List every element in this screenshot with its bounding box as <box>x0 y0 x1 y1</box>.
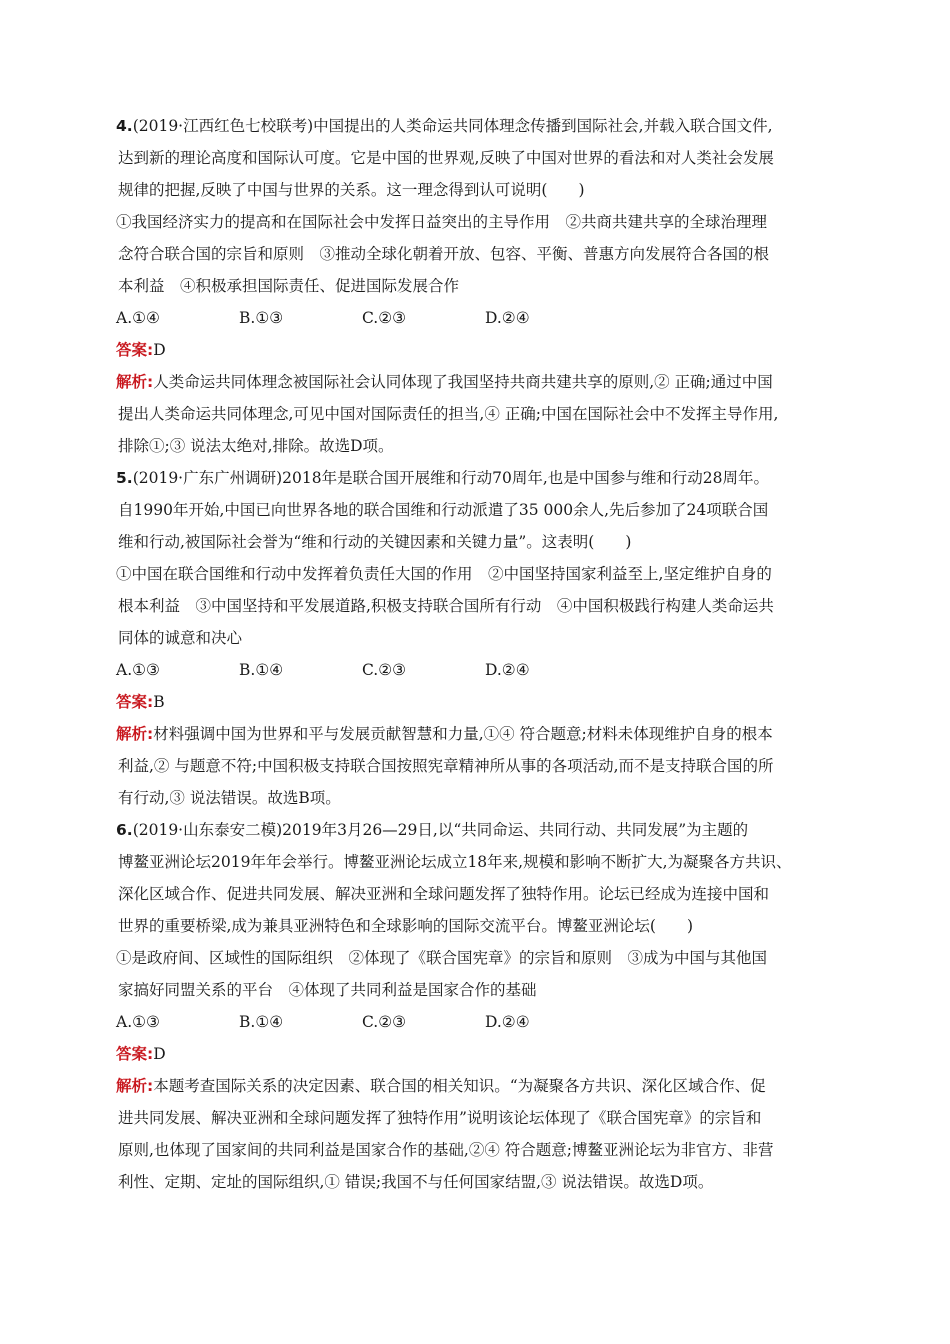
answer-options <box>116 302 836 334</box>
analysis-line: 原则,也体现了国家间的共同利益是国家合作的基础,②④ 符合题意;博鳌亚洲论坛为非官方、非营 <box>118 1141 774 1159</box>
analysis-line: 提出人类命运共同体理念,可见中国对国际责任的担当,④ 正确;中国在国际社会中不发挥主导作用, <box>118 405 779 423</box>
answer-options <box>116 654 836 686</box>
question-number: 5. <box>116 469 133 487</box>
statement-line: 根本利益 ③中国坚持和平发展道路,积极支持联合国所有行动 ④中国积极践行构建人类命运共 <box>118 597 774 615</box>
statement-line: ①是政府间、区域性的国际组织 ②体现了《联合国宪章》的宗旨和原则 ③成为中国与其他国 <box>116 949 768 967</box>
option-a: A.①③ <box>116 661 160 679</box>
answer-label: 答案: <box>116 693 154 711</box>
analysis-line: 排除①;③ 说法太绝对,排除。故选D项。 <box>118 437 394 455</box>
option-d: D.②④ <box>485 661 530 679</box>
analysis-line: 解析:材料强调中国为世界和平与发展贡献智慧和力量,①④ 符合题意;材料未体现维护自身的根本 <box>116 725 773 743</box>
analysis-line: 利益,② 与题意不符;中国积极支持联合国按照宪章精神所从事的各项活动,而不是支持联合国的所 <box>118 757 774 775</box>
question-stem-line: 维和行动,被国际社会誉为“维和行动的关键因素和关键力量”。这表明( ) <box>118 533 632 551</box>
question-5 <box>116 462 836 814</box>
question-stem-line: 自1990年开始,中国已向世界各地的联合国维和行动派遣了35 000余人,先后参加了24项联合国 <box>118 501 769 519</box>
question-stem-line: 世界的重要桥梁,成为兼具亚洲特色和全球影响的国际交流平台。博鳌亚洲论坛( ) <box>118 917 694 935</box>
option-b: B.①④ <box>239 1013 284 1031</box>
analysis-line: 利性、定期、定址的国际组织,① 错误;我国不与任何国家结盟,③ 说法错误。故选D项。 <box>118 1173 714 1191</box>
answer-label: 答案: <box>116 341 154 359</box>
analysis-line: 解析:本题考查国际关系的决定因素、联合国的相关知识。“为凝聚各方共识、深化区域合作、促 <box>116 1077 766 1095</box>
option-b: B.①③ <box>239 309 284 327</box>
question-number: 4. <box>116 117 133 135</box>
statement-line: 家搞好同盟关系的平台 ④体现了共同利益是国家合作的基础 <box>118 981 537 999</box>
question-stem-line: 6.(2019·山东泰安二模)2019年3月26—29日,以“共同命运、共同行动、共同发展”为主题的 <box>116 821 749 839</box>
answer-value: D <box>153 341 166 359</box>
question-4 <box>116 110 836 462</box>
analysis-line: 解析:人类命运共同体理念被国际社会认同体现了我国坚持共商共建共享的原则,② 正确;通过中国 <box>116 373 773 391</box>
question-stem-line: 博鳌亚洲论坛2019年年会举行。博鳌亚洲论坛成立18年来,规模和影响不断扩大,为凝聚各方共识、 <box>118 853 792 871</box>
answer <box>116 1038 836 1070</box>
statement-line: 本利益 ④积极承担国际责任、促进国际发展合作 <box>118 277 460 295</box>
option-c: C.②③ <box>362 1013 407 1031</box>
option-b: B.①④ <box>239 661 284 679</box>
answer <box>116 334 836 366</box>
question-stem-line: 规律的把握,反映了中国与世界的关系。这一理念得到认可说明( ) <box>118 181 585 199</box>
option-a: A.①③ <box>116 1013 160 1031</box>
question-stem-line: 5.(2019·广东广州调研)2018年是联合国开展维和行动70周年,也是中国参与维和行动28周年。 <box>116 469 769 487</box>
option-c: C.②③ <box>362 661 407 679</box>
question-stem-line: 深化区域合作、促进共同发展、解决亚洲和全球问题发挥了独特作用。论坛已经成为连接中国和 <box>118 885 770 903</box>
option-a: A.①④ <box>116 309 160 327</box>
answer-value: D <box>153 1045 166 1063</box>
question-number: 6. <box>116 821 133 839</box>
analysis-label: 解析: <box>116 725 154 743</box>
question-6 <box>116 814 836 1198</box>
analysis-label: 解析: <box>116 1077 154 1095</box>
statement-line: 同体的诚意和决心 <box>118 629 243 647</box>
option-c: C.②③ <box>362 309 407 327</box>
answer-options <box>116 1006 836 1038</box>
analysis-line: 有行动,③ 说法错误。故选B项。 <box>118 789 341 807</box>
option-d: D.②④ <box>485 1013 530 1031</box>
analysis-label: 解析: <box>116 373 154 391</box>
exam-page <box>116 110 836 1198</box>
option-d: D.②④ <box>485 309 530 327</box>
statement-line: 念符合联合国的宗旨和原则 ③推动全球化朝着开放、包容、平衡、普惠方向发展符合各国的根 <box>118 245 770 263</box>
question-stem-line: 达到新的理论高度和国际认可度。它是中国的世界观,反映了中国对世界的看法和对人类社会发展 <box>118 149 774 167</box>
answer <box>116 686 836 718</box>
answer-label: 答案: <box>116 1045 154 1063</box>
answer-value: B <box>153 693 165 711</box>
question-stem-line: 4.(2019·江西红色七校联考)中国提出的人类命运共同体理念传播到国际社会,并载入联合国文件, <box>116 117 773 135</box>
statement-line: ①中国在联合国维和行动中发挥着负责任大国的作用 ②中国坚持国家利益至上,坚定维护自身的 <box>116 565 772 583</box>
statement-line: ①我国经济实力的提高和在国际社会中发挥日益突出的主导作用 ②共商共建共享的全球治理理 <box>116 213 768 231</box>
analysis-line: 进共同发展、解决亚洲和全球问题发挥了独特作用”说明该论坛体现了《联合国宪章》的宗旨和 <box>118 1109 762 1127</box>
